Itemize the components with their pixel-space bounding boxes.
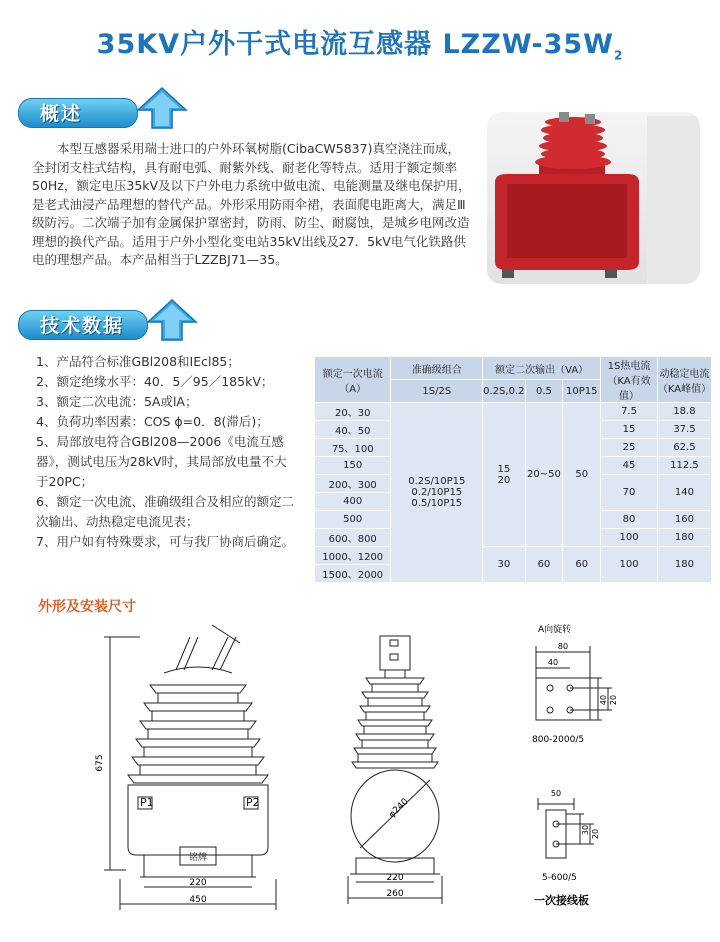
table-cell: 100 [601,529,658,547]
terminal-plate-drawing [520,618,630,910]
output-cell: 50 [563,403,601,547]
header-thermal: 1S热电流（KA有效值） [601,357,658,403]
spec-item: 3、额定二次电流：5A或lA； [36,394,198,409]
header-accuracy: 准确级组合 [391,357,483,380]
diameter-label: φ240 [387,796,411,821]
dimension-heading: 外形及安装尺寸 [38,599,136,615]
table-cell: 160 [657,511,711,529]
header-current: 额定一次电流（A） [315,357,391,403]
overview-heading: 概述 [18,86,198,130]
terminal-plate-caption: 一次接线板 [534,894,589,907]
spec-item: 4、负荷功率因素：COS ϕ=0．8(滞后)； [36,414,269,429]
accuracy-cell: 0.2S/10P15 0.2/10P15 0.5/10P15 [391,403,483,583]
product-photo [487,112,700,284]
spec-item: 2、额定绝缘水平：40．5／95／185kV； [36,374,274,389]
view-a-label: A向旋转 [538,625,572,635]
output-cell: 30 [483,547,525,583]
table-cell: 112.5 [657,457,711,475]
height-label: 675 [95,754,105,772]
output-cell: 60 [525,547,563,583]
table-cell: 400 [315,493,391,511]
table-cell: 70 [601,475,658,511]
total-width-label: 450 [189,895,207,905]
side-total-width-label: 260 [386,889,404,899]
range-1-label: 800-2000/5 [532,735,585,745]
table-cell: 20、30 [315,403,391,421]
table-cell: 140 [657,475,711,511]
table-cell: 15 [601,421,658,439]
range-2-label: 5-600/5 [542,873,577,883]
output-cell: 60 [563,547,601,583]
spec-item: 5、局部放电符合GBl208—2006《电流互感器》，测试电压为28kV时，其局部放电量不大于20PC； [36,434,287,489]
table-cell: 18.8 [657,403,711,421]
subheader-accuracy: 1S/2S [391,380,483,403]
front-view-drawing [80,615,295,915]
table-cell: 45 [601,457,658,475]
table-cell: 37.5 [657,421,711,439]
dim-20v-label: 20 [609,694,618,706]
dim-40-label: 40 [547,658,559,667]
side-base-width-label: 220 [386,873,404,883]
up-arrow-icon [146,298,198,342]
p2-label: P2 [246,796,260,809]
output-cell: 15 20 [483,403,525,547]
intro-text: 本型互感器采用瑞士进口的户外环氧树脂(CibaCW5837)真空浇注而成，全封闭支柱式结构，具有耐电弧、耐紫外线、耐老化等特点。适用于额定频率50Hz，额定电压35kV及以下户外电力系统中做电流、电能测量及继电保护用，是老式油浸产品理想的替代产品。外形采用防雨伞裙，表面爬电距离大，满足Ⅲ级防污。二次端子加有金属保护罩密封，防雨、防尘、耐腐蚀，是城乡电网改造理想的换代产品。适用于户外小型化变电站35kV出线及27．5kV电气化铁路供电的理想产品。本产品相当于LZZBJ71—35。 [32,141,471,267]
table-cell: 25 [601,439,658,457]
spec-item: 6、额定一次电流、准确级组合及相应的额定二次输出、动热稳定电流见表； [36,494,294,529]
table-cell: 40、50 [315,421,391,439]
base-width-label: 220 [189,878,207,888]
dim-40v-label: 40 [599,694,608,706]
table-cell: 1500、2000 [315,565,391,583]
subheader-output: 10P15 [563,380,601,403]
tech-table [314,356,712,583]
page-title: 35KV户外干式电流互感器 LZZW-$35W_2$ [96,29,624,63]
header-dynamic: 动稳定电流（KA峰值） [657,357,711,403]
dim-50-label: 50 [550,789,562,798]
dim-80-label: 80 [557,642,569,651]
dim-20b-label: 20 [591,828,600,840]
output-cell: 20~50 [525,403,563,547]
tech-heading: 技术数据 [18,298,218,342]
spec-item: 7、用户如有特殊要求，可与我厂协商后确定。 [36,534,294,549]
side-view-drawing [340,630,450,910]
table-cell: 180 [657,529,711,547]
table-cell: 75、100 [315,439,391,457]
table-cell: 62.5 [657,439,711,457]
spec-item: 1、产品符合标准GBl208和IEcl85； [36,354,240,369]
p1-label: P1 [140,796,154,809]
table-cell: 200、300 [315,475,391,493]
table-cell: 7.5 [601,403,658,421]
table-cell: 600、800 [315,529,391,547]
up-arrow-icon [136,86,188,130]
header-output: 额定二次输出（VA） [483,357,601,380]
subheader-output: 0.2S,0.2 [483,380,525,403]
spec-list [36,352,298,552]
table-cell: 100 [601,547,658,583]
nameplate-label: 铭牌 [188,853,208,863]
subheader-output: 0.5 [525,380,563,403]
table-cell: 500 [315,511,391,529]
table-cell: 150 [315,457,391,475]
table-cell: 180 [657,547,711,583]
table-cell: 80 [601,511,658,529]
table-cell: 1000、1200 [315,547,391,565]
dim-30v-label: 30 [581,824,590,836]
